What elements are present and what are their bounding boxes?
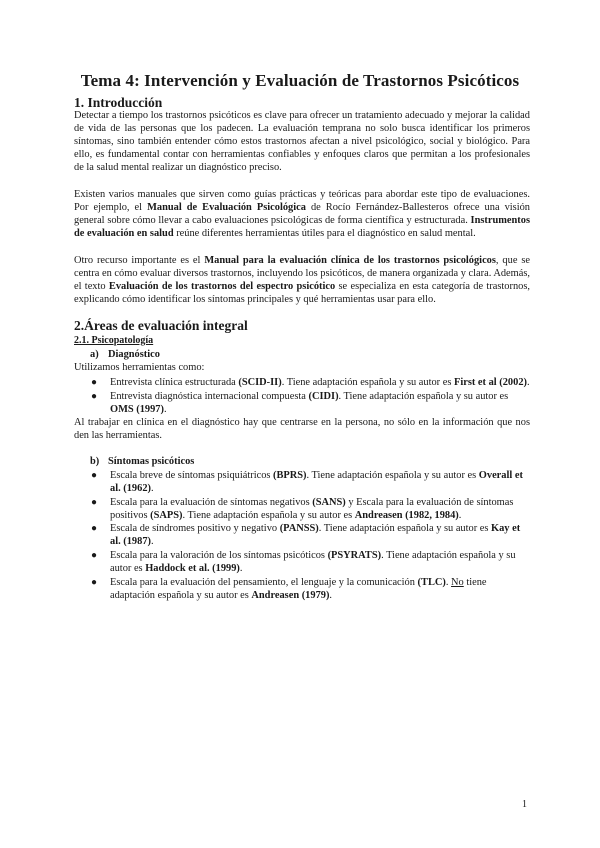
list-item: ● Entrevista clínica estructurada (SCID-II). Tiene adaptación española y su autor es First et al (2002). (91, 377, 530, 388)
list-item: ● Escala breve de síntomas psiquiátricos (BPRS). Tiene adaptación española y su autor es Overall et al. (1962). (91, 470, 523, 495)
subsection-a-heading: a) Diagnóstico (90, 349, 160, 360)
list-item: ● Escala para la valoración de los síntomas psicóticos (PSYRATS). Tiene adaptación española y su autor es Haddock et al. (1999). (91, 550, 516, 575)
intro-paragraph-3: Otro recurso importante es el Manual para la evaluación clínica de los trastornos psicológicos, que se centra en cómo evaluar diversos trastornos, incluyendo los psicóticos, de manera organizada y clara. Además, el texto Evaluación de los trastornos del espectro psicótico se especializa en esta categoría de trastornos, explicando cómo identificar los síntomas principales y qué herramientas usar para ello. (74, 255, 530, 306)
bullet-icon: ● (91, 377, 98, 388)
subsection-b-heading: b) Síntomas psicóticos (90, 456, 195, 467)
list-item: ● Escala para la evaluación de síntomas negativos (SANS) y Escala para la evaluación de síntomas positivos (SAPS). Tiene adaptación española y su autor es Andreasen (1982, 1984). (91, 496, 514, 521)
page-number: 1 (522, 799, 527, 810)
bullet-icon: ● (91, 470, 98, 481)
bullet-icon: ● (91, 550, 98, 562)
psychotic-symptoms-list (74, 469, 530, 602)
intro-paragraph-2: Existen varios manuales que sirven como guías prácticas y teóricas para abordar este tipo de evaluaciones. Por ejemplo, el Manual de Evaluación Psicológica de Rocío Fernández-Ballesteros ofrece una visión general sobre cómo llevar a cabo evaluaciones psicológicas de forma científica y estructurada. Instrumentos de evaluación en salud reúne diferentes herramientas útiles para el diagnóstico en salud mental. (74, 189, 530, 240)
bullet-icon: ● (91, 576, 98, 588)
tools-intro: Utilizamos herramientas como: (74, 362, 205, 373)
list-item: ● Entrevista diagnóstica internacional compuesta (CIDI). Tiene adaptación española y su autor es OMS (1997). (91, 390, 509, 415)
document-title: Tema 4: Intervención y Evaluación de Trastornos Psicóticos (80, 71, 520, 90)
section-1-heading: 1. Introducción (74, 95, 163, 110)
section-2-heading: 2.Áreas de evaluación integral (74, 318, 248, 333)
bullet-icon: ● (91, 496, 98, 508)
list-item: ● Escala para la evaluación del pensamiento, el lenguaje y la comunicación (TLC). No tiene adaptación española y su autor es Andreasen (1979). (91, 576, 487, 601)
diagnostic-tools-list (74, 376, 530, 416)
intro-paragraph-1: Detectar a tiempo los trastornos psicóticos es clave para ofrecer un tratamiento adecuado y mejorar la calidad de vida de las personas que los padecen. La evaluación temprana no solo busca identificar los primeros síntomas, sino también entender cómo estos trastornos afectan a nivel psicológico, social y biológico. Para ello, es fundamental contar con herramientas confiables y enfoques claros que permitan a los profesionales de la salud mental realizar un diagnóstico preciso. (74, 110, 530, 174)
list-item: ● Escala de síndromes positivo y negativo (PANSS). Tiene adaptación española y su autor es Kay et al. (1987). (91, 523, 521, 548)
bullet-icon: ● (91, 390, 98, 402)
bullet-icon: ● (91, 523, 98, 535)
subsection-heading: 2.1. Psicopatología (74, 335, 154, 346)
clinical-note: Al trabajar en clínica en el diagnóstico hay que centrarse en la persona, no sólo en la información que nos den las herramientas. (74, 417, 530, 442)
